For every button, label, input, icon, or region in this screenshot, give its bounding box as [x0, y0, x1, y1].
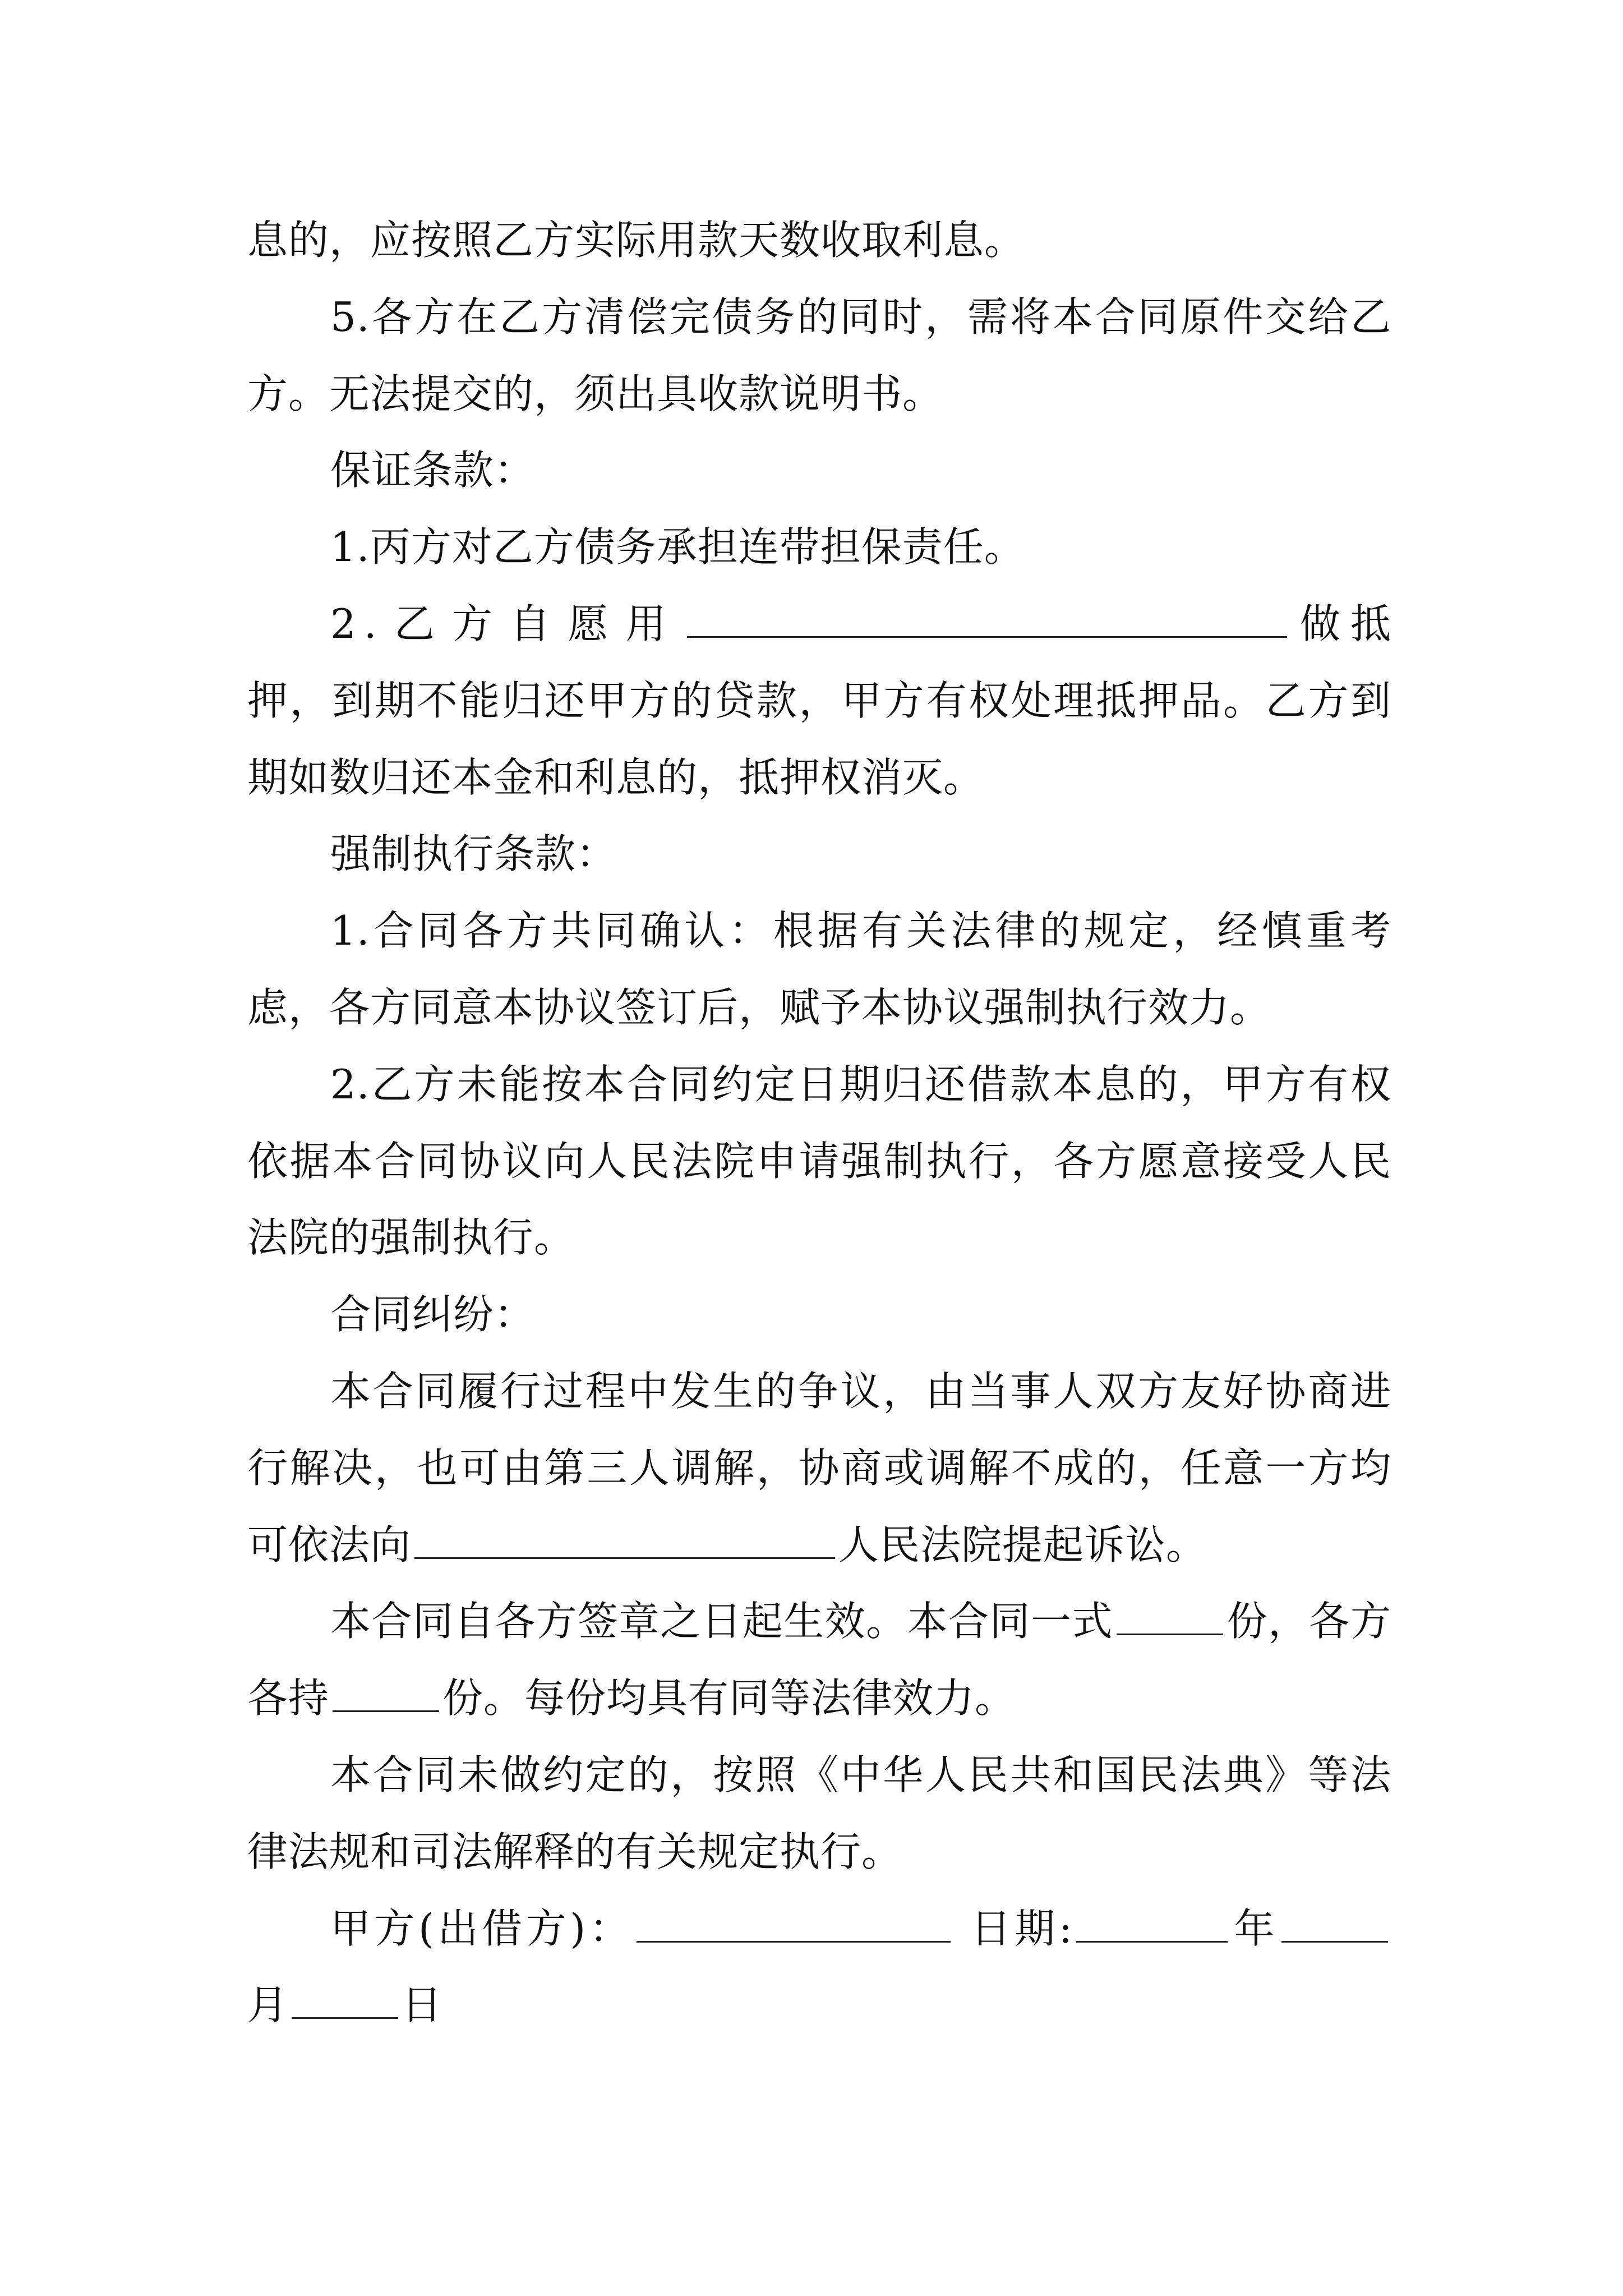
month-label: 月 [247, 1981, 289, 2029]
guarantee-clause-1: 1.丙方对乙方债务承担连带担保责任。 [330, 523, 1025, 571]
paragraph-original-return: 5.各方在乙方清偿完债务的同时，需将本合同原件交给乙方。无法提交的，须出具收款说明书。 [247, 293, 1391, 417]
court-blank[interactable] [414, 1518, 835, 1559]
day-label: 日 [402, 1981, 443, 2029]
heading-enforcement-clauses: 强制执行条款： [330, 830, 617, 878]
effectiveness-rest: 份。每份均具有同等法律效力。 [442, 1674, 1016, 1722]
effectiveness-clause [247, 1583, 1391, 1737]
paragraph-interest-continued: 息的，应按照乙方实际用款天数收取利息。 [247, 217, 1026, 264]
effectiveness-lead: 本合同自各方签章之日起生效。本合同一式 [330, 1598, 1114, 1645]
dispute-clause-lead: 本合同履行过程中发生的争议，由当事人双方友好协商进行解决，也可由第三人调解，协商或调解不成的，任意一方均可依法向 [247, 1367, 1391, 1568]
month-blank[interactable] [1281, 1902, 1388, 1943]
applicable-law-clause: 本合同未做约定的，按照《中华人民共和国民法典》等法律法规和司法解释的有关规定执行。 [247, 1751, 1391, 1875]
enforcement-clause-1: 1.合同各方共同确认：根据有关法律的规定，经慎重考虑，各方同意本协议签订后，赋予本协议强制执行效力。 [247, 907, 1391, 1031]
guarantee-clause-2-rest: 做抵押，到期不能归还甲方的贷款，甲方有权处理抵押品。乙方到期如数归还本金和利息的，抵押权消灭。 [247, 600, 1391, 801]
enforcement-clause-2: 2.乙方未能按本合同约定日期归还借款本息的，甲方有权依据本合同协议向人民法院申请强制执行，各方愿意接受人民法院的强制执行。 [247, 1060, 1391, 1262]
date-label: 日期: [970, 1904, 1073, 1952]
contract-body [247, 202, 1391, 2044]
signature-line [247, 1890, 1391, 2044]
effectiveness-mid: 份，各方各持 [247, 1598, 1391, 1722]
guarantee-clause-2-lead: 2.乙方自愿用 [330, 600, 684, 647]
heading-contract-disputes: 合同纠纷： [330, 1291, 536, 1338]
collateral-blank[interactable] [687, 597, 1287, 638]
dispute-clause [247, 1353, 1391, 1583]
total-copies-blank[interactable] [1117, 1594, 1223, 1635]
copies-each-blank[interactable] [333, 1671, 439, 1712]
heading-guarantee-clauses: 保证条款： [330, 447, 536, 494]
day-blank[interactable] [292, 1978, 398, 2019]
dispute-clause-rest: 人民法院提起诉讼。 [838, 1521, 1207, 1568]
year-label: 年 [1230, 1904, 1278, 1952]
year-blank[interactable] [1076, 1902, 1228, 1943]
lender-label: 甲方(出借方)： [330, 1904, 634, 1952]
guarantee-clause-2 [247, 586, 1391, 816]
lender-signature-blank[interactable] [637, 1902, 951, 1943]
